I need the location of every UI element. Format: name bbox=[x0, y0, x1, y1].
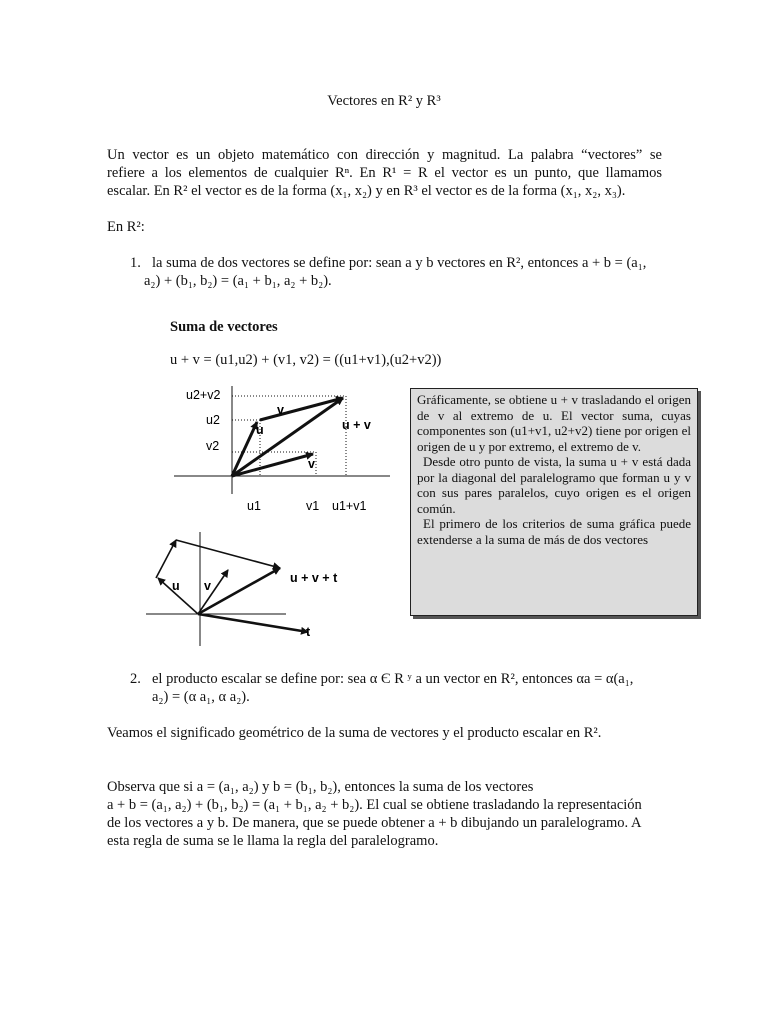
vector-label-v: v bbox=[277, 403, 284, 417]
y-tick-label: v2 bbox=[206, 439, 220, 453]
parallelogram-rule-paragraph bbox=[107, 778, 687, 850]
list-number: 2. bbox=[130, 671, 141, 687]
vector-label-u: u bbox=[256, 423, 264, 437]
figure-equation: u + v = (u1,u2) + (v1, v2) = ((u1+v1),(u2+v2)) bbox=[170, 352, 442, 368]
explanation-box bbox=[410, 388, 698, 616]
intro-paragraph bbox=[107, 146, 662, 200]
list-item-line: a₂) = (α a₁, α a₂). bbox=[152, 689, 250, 705]
vector-v bbox=[198, 570, 228, 614]
vector-label-sum: u + v + t bbox=[290, 571, 338, 585]
figure-title: Suma de vectores bbox=[170, 319, 278, 335]
paragraph-line: de los vectores a y b. De manera, que se puede obtener a + b dibujando un paralelogramo. A bbox=[107, 815, 642, 831]
vector-v-translated bbox=[156, 540, 176, 578]
note-paragraph: El primero de los criterios de suma gráfica puede extenderse a la suma de más de dos vectores bbox=[417, 516, 691, 547]
paragraph-line: a + b = (a₁, a₂) + (b₁, b₂) = (a₁ + b₁, a₂ + b₂). El cual se obtiene trasladando la representación bbox=[107, 797, 642, 813]
x-tick-label: u1+v1 bbox=[332, 499, 367, 513]
page-title: Vectores en R² y R³ bbox=[327, 93, 441, 109]
vector-label-v: v bbox=[204, 579, 211, 593]
intro-line: escalar. En R² el vector es de la forma (x₁, x₂) y en R³ el vector es de la forma (x₁, x₂, x₃). bbox=[107, 183, 626, 199]
note-paragraph: Gráficamente, se obtiene u + v trasladando el origen de v al extremo de u. El vector suma, cuyas componentes son (u1+v1, u2+v2) tiene por origen el origen de u y por extremo, el extremo de v. bbox=[417, 392, 691, 454]
three-vector-sum-diagram bbox=[146, 528, 376, 650]
y-tick-label: u2 bbox=[206, 413, 220, 427]
vector-label-v: v bbox=[308, 457, 315, 471]
vector-sum-diagram bbox=[160, 376, 400, 516]
intro-line: Un vector es un objeto matemático con dirección y magnitud. La palabra “vectores” se bbox=[107, 147, 662, 163]
vector-v-translated bbox=[260, 398, 343, 420]
intro-line: refiere a los elementos de cualquier Rⁿ. En R¹ = R el vector es un punto, que llamamos bbox=[107, 165, 662, 181]
vector-t-translated bbox=[176, 540, 280, 568]
section-label: En R²: bbox=[107, 219, 145, 235]
paragraph-line: Observa que si a = (a₁, a₂) y b = (b₁, b₂), entonces la suma de los vectores bbox=[107, 779, 534, 795]
note-paragraph: Desde otro punto de vista, la suma u + v está dada por la diagonal del paralelogramo que forman u y v con sus pares paralelos, cuyo origen es el origen común. bbox=[417, 454, 691, 516]
list-number: 1. bbox=[130, 255, 141, 271]
vector-label-sum: u + v bbox=[342, 418, 371, 432]
vector-label-u: u bbox=[172, 579, 180, 593]
geometric-meaning-sentence: Veamos el significado geométrico de la suma de vectores y el producto escalar en R². bbox=[107, 725, 602, 741]
list-item-line: a₂) + (b₁, b₂) = (a₁ + b₁, a₂ + b₂). bbox=[144, 273, 332, 289]
vector-v bbox=[232, 454, 313, 476]
x-tick-label: u1 bbox=[247, 499, 261, 513]
paragraph-line: esta regla de suma se le llama la regla del paralelogramo. bbox=[107, 833, 439, 849]
list-item-line: el producto escalar se define por: sea α Є R ʸ a un vector en R², entonces αa = α(a₁, bbox=[152, 671, 634, 687]
y-tick-label: u2+v2 bbox=[186, 388, 221, 402]
vector-t bbox=[198, 614, 308, 632]
list-item-line: la suma de dos vectores se define por: sean a y b vectores en R², entonces a + b = (a₁, bbox=[152, 255, 647, 271]
x-tick-label: v1 bbox=[306, 499, 320, 513]
vector-label-t: t bbox=[306, 625, 311, 639]
